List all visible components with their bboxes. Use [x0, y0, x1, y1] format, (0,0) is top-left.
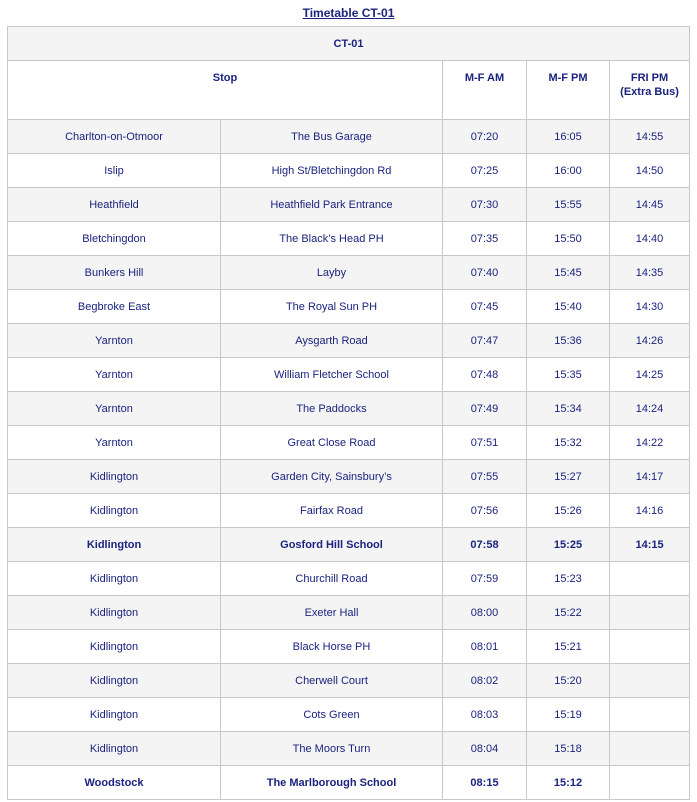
mf-pm-time-cell: 15:40	[527, 290, 610, 324]
place-cell: Woodstock	[8, 766, 221, 800]
fri-pm-time-cell: 14:24	[610, 392, 690, 426]
table-row	[8, 324, 690, 358]
stop-cell: Exeter Hall	[221, 596, 443, 630]
mf-pm-time-cell: 15:55	[527, 188, 610, 222]
timetable-body	[8, 120, 690, 800]
table-row	[8, 562, 690, 596]
place-cell: Kidlington	[8, 664, 221, 698]
mf-am-time-cell: 08:02	[443, 664, 527, 698]
mf-am-time-cell: 07:55	[443, 460, 527, 494]
mf-pm-time-cell: 15:23	[527, 562, 610, 596]
fri-pm-time-cell: 14:15	[610, 528, 690, 562]
mf-pm-time-cell: 15:26	[527, 494, 610, 528]
place-cell: Kidlington	[8, 562, 221, 596]
table-row	[8, 188, 690, 222]
fri-pm-time-cell: 14:25	[610, 358, 690, 392]
place-cell: Bletchingdon	[8, 222, 221, 256]
mf-pm-time-cell: 16:00	[527, 154, 610, 188]
mf-am-time-cell: 07:20	[443, 120, 527, 154]
fri-pm-time-cell	[610, 630, 690, 664]
mf-am-time-cell: 07:49	[443, 392, 527, 426]
fri-pm-time-cell: 14:40	[610, 222, 690, 256]
mf-am-column-header: M-F AM	[443, 61, 527, 120]
place-cell: Kidlington	[8, 596, 221, 630]
stop-cell: Black Horse PH	[221, 630, 443, 664]
fri-pm-time-cell: 14:35	[610, 256, 690, 290]
table-row	[8, 766, 690, 800]
stop-cell: Heathfield Park Entrance	[221, 188, 443, 222]
fri-pm-time-cell: 14:55	[610, 120, 690, 154]
mf-am-time-cell: 07:47	[443, 324, 527, 358]
fri-pm-time-cell	[610, 698, 690, 732]
mf-pm-time-cell: 15:36	[527, 324, 610, 358]
stop-cell: William Fletcher School	[221, 358, 443, 392]
table-row	[8, 494, 690, 528]
mf-pm-time-cell: 15:27	[527, 460, 610, 494]
mf-am-time-cell: 08:04	[443, 732, 527, 766]
mf-am-time-cell: 07:45	[443, 290, 527, 324]
route-label: CT-01	[8, 27, 690, 61]
stop-cell: Cots Green	[221, 698, 443, 732]
mf-pm-time-cell: 15:19	[527, 698, 610, 732]
place-cell: Yarnton	[8, 392, 221, 426]
mf-am-time-cell: 07:51	[443, 426, 527, 460]
fri-pm-time-cell	[610, 562, 690, 596]
place-cell: Charlton-on-Otmoor	[8, 120, 221, 154]
table-row	[8, 290, 690, 324]
place-cell: Kidlington	[8, 630, 221, 664]
column-header-row	[8, 61, 690, 120]
place-cell: Kidlington	[8, 528, 221, 562]
stop-cell: Aysgarth Road	[221, 324, 443, 358]
stop-cell: The Marlborough School	[221, 766, 443, 800]
table-row	[8, 698, 690, 732]
mf-am-time-cell: 07:30	[443, 188, 527, 222]
stop-cell: Gosford Hill School	[221, 528, 443, 562]
mf-pm-time-cell: 15:34	[527, 392, 610, 426]
table-row	[8, 528, 690, 562]
mf-am-time-cell: 08:15	[443, 766, 527, 800]
table-row	[8, 358, 690, 392]
mf-pm-time-cell: 15:32	[527, 426, 610, 460]
place-cell: Begbroke East	[8, 290, 221, 324]
fri-pm-time-cell: 14:26	[610, 324, 690, 358]
table-row	[8, 154, 690, 188]
table-row	[8, 256, 690, 290]
table-row	[8, 596, 690, 630]
stop-cell: The Black’s Head PH	[221, 222, 443, 256]
page-title[interactable]: Timetable CT-01	[302, 6, 395, 20]
fri-pm-time-cell	[610, 596, 690, 630]
mf-pm-time-cell: 15:45	[527, 256, 610, 290]
fri-pm-time-cell	[610, 732, 690, 766]
mf-pm-time-cell: 15:21	[527, 630, 610, 664]
mf-am-time-cell: 07:58	[443, 528, 527, 562]
mf-am-time-cell: 07:25	[443, 154, 527, 188]
mf-am-time-cell: 07:59	[443, 562, 527, 596]
place-cell: Kidlington	[8, 698, 221, 732]
stop-cell: The Royal Sun PH	[221, 290, 443, 324]
mf-pm-time-cell: 15:18	[527, 732, 610, 766]
mf-pm-time-cell: 15:12	[527, 766, 610, 800]
fri-pm-time-cell: 14:45	[610, 188, 690, 222]
stop-cell: Cherwell Court	[221, 664, 443, 698]
table-row	[8, 120, 690, 154]
fri-pm-time-cell: 14:16	[610, 494, 690, 528]
stop-cell: Layby	[221, 256, 443, 290]
stop-column-header: Stop	[8, 61, 443, 120]
place-cell: Islip	[8, 154, 221, 188]
place-cell: Yarnton	[8, 358, 221, 392]
table-row	[8, 222, 690, 256]
mf-pm-time-cell: 15:35	[527, 358, 610, 392]
table-row	[8, 392, 690, 426]
mf-am-time-cell: 07:40	[443, 256, 527, 290]
stop-cell: The Moors Turn	[221, 732, 443, 766]
place-cell: Yarnton	[8, 324, 221, 358]
mf-pm-column-header: M-F PM	[527, 61, 610, 120]
place-cell: Kidlington	[8, 732, 221, 766]
fri-pm-time-cell: 14:17	[610, 460, 690, 494]
table-row	[8, 664, 690, 698]
fri-pm-time-cell: 14:50	[610, 154, 690, 188]
mf-pm-time-cell: 16:05	[527, 120, 610, 154]
timetable	[7, 26, 690, 800]
mf-am-time-cell: 08:00	[443, 596, 527, 630]
fri-pm-time-cell	[610, 664, 690, 698]
stop-cell: High St/Bletchingdon Rd	[221, 154, 443, 188]
table-row	[8, 732, 690, 766]
mf-pm-time-cell: 15:20	[527, 664, 610, 698]
mf-am-time-cell: 07:48	[443, 358, 527, 392]
place-cell: Heathfield	[8, 188, 221, 222]
stop-cell: Churchill Road	[221, 562, 443, 596]
route-header-row	[8, 27, 690, 61]
fri-pm-column-header: FRI PM (Extra Bus)	[610, 61, 690, 120]
stop-cell: Garden City, Sainsbury’s	[221, 460, 443, 494]
mf-am-time-cell: 08:03	[443, 698, 527, 732]
fri-pm-time-cell: 14:30	[610, 290, 690, 324]
mf-am-time-cell: 07:56	[443, 494, 527, 528]
table-row	[8, 630, 690, 664]
place-cell: Bunkers Hill	[8, 256, 221, 290]
table-row	[8, 426, 690, 460]
stop-cell: Great Close Road	[221, 426, 443, 460]
stop-cell: Fairfax Road	[221, 494, 443, 528]
stop-cell: The Paddocks	[221, 392, 443, 426]
place-cell: Yarnton	[8, 426, 221, 460]
mf-am-time-cell: 08:01	[443, 630, 527, 664]
stop-cell: The Bus Garage	[221, 120, 443, 154]
mf-am-time-cell: 07:35	[443, 222, 527, 256]
place-cell: Kidlington	[8, 460, 221, 494]
place-cell: Kidlington	[8, 494, 221, 528]
table-row	[8, 460, 690, 494]
mf-pm-time-cell: 15:22	[527, 596, 610, 630]
fri-pm-time-cell: 14:22	[610, 426, 690, 460]
fri-pm-time-cell	[610, 766, 690, 800]
mf-pm-time-cell: 15:50	[527, 222, 610, 256]
mf-pm-time-cell: 15:25	[527, 528, 610, 562]
